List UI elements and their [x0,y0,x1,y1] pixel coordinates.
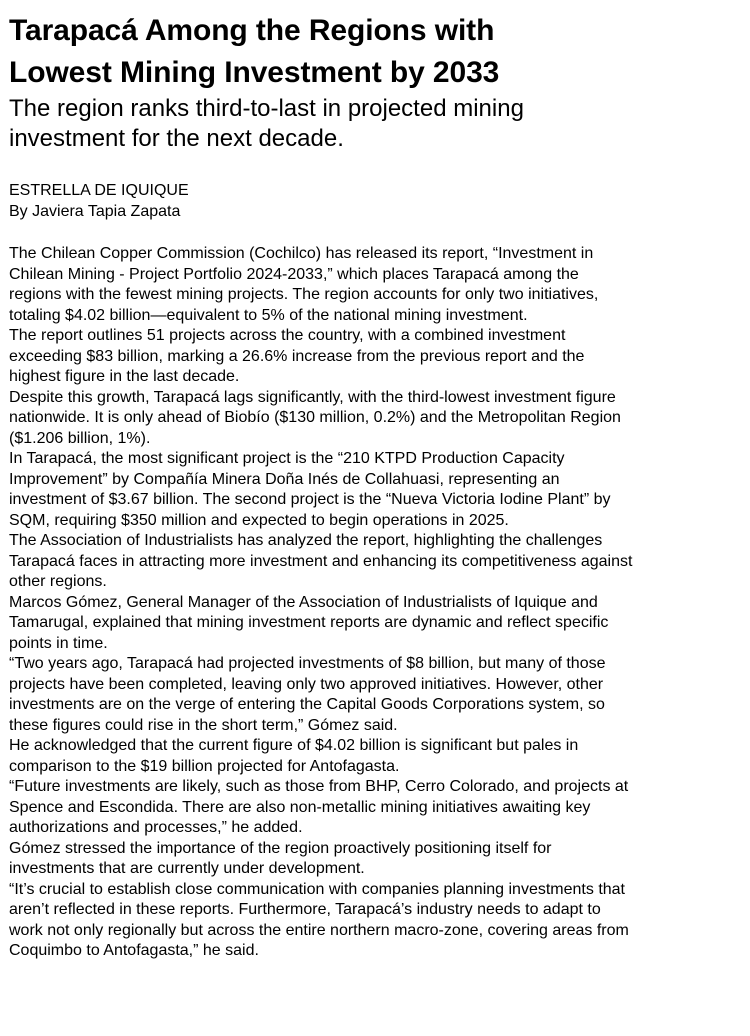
paragraph-line: Chilean Mining - Project Portfolio 2024-2033,” which places Tarapacá among the [9,265,579,283]
paragraph-line: The Chilean Copper Commission (Cochilco) has released its report, “Investment in [9,245,594,262]
paragraph-line: investments are on the verge of entering the Capital Goods Corporations system, so [9,696,605,713]
paragraph-line: authorizations and processes,” he added. [9,819,303,836]
article-paragraph [9,736,744,777]
paragraph-line: He acknowledged that the current figure of $4.02 billion is significant but pales in [9,737,579,754]
author-byline: By Javiera Tapia Zapata [9,203,181,220]
headline [9,10,744,94]
paragraph-line: exceeding $83 billion, marking a 26.6% increase from the previous report and the [9,347,585,365]
paragraph-line: work not only regionally but across the entire northern macro-zone, covering areas from [9,921,629,939]
article-paragraph [9,388,744,450]
source-publication: ESTRELLA DE IQUIQUE [9,182,189,199]
article-paragraph [9,654,744,736]
article-paragraph [9,531,744,593]
paragraph-line: The Association of Industrialists has analyzed the report, highlighting the challenges [9,532,603,549]
paragraph-line: projects have been completed, leaving only two approved initiatives. However, other [9,675,604,693]
article-paragraph [9,326,744,388]
paragraph-line: SQM, requiring $350 million and expected to begin operations in 2025. [9,511,509,529]
paragraph-line: Coquimbo to Antofagasta,” he said. [9,942,259,959]
paragraph-line: nationwide. It is only ahead of Biobío ($130 million, 0.2%) and the Metropolitan Region [9,409,621,426]
article-paragraph [9,839,744,880]
article-paragraph [9,777,744,839]
paragraph-line: comparison to the $19 billion projected for Antofagasta. [9,757,400,775]
subheadline [9,94,744,154]
paragraph-line: Marcos Gómez, General Manager of the Association of Industrialists of Iquique and [9,593,598,611]
article-paragraph [9,593,744,655]
paragraph-line: Despite this growth, Tarapacá lags significantly, with the third-lowest investment figure [9,388,616,406]
article-paragraph [9,244,744,326]
paragraph-line: Gómez stressed the importance of the region proactively positioning itself for [9,839,552,857]
paragraph-line: Tamarugal, explained that mining investment reports are dynamic and reflect specific [9,614,609,631]
subheadline-line: investment for the next decade. [9,125,344,152]
paragraph-line: ($1.206 billion, 1%). [9,429,151,447]
paragraph-line: In Tarapacá, the most significant project is the “210 KTPD Production Capacity [9,450,565,467]
headline-line: Lowest Mining Investment by 2033 [9,56,500,89]
paragraph-line: totaling $4.02 billion—equivalent to 5% of the national mining investment. [9,306,528,324]
article-body [9,244,744,962]
article-paragraph [9,449,744,531]
paragraph-line: Improvement” by Compañía Minera Doña Inés de Collahuasi, representing an [9,470,560,488]
paragraph-line: highest figure in the last decade. [9,368,240,385]
paragraph-line: The report outlines 51 projects across the country, with a combined investment [9,327,566,344]
paragraph-line: regions with the fewest mining projects. The region accounts for only two initiatives, [9,286,599,303]
paragraph-line: Spence and Escondida. There are also non-metallic mining initiatives awaiting key [9,798,591,816]
article-paragraph [9,880,744,962]
paragraph-line: “It’s crucial to establish close communication with companies planning investments that [9,880,625,898]
paragraph-line: investment of $3.67 billion. The second project is the “Nueva Victoria Iodine Plant” by [9,491,611,508]
headline-line: Tarapacá Among the Regions with [9,14,495,47]
paragraph-line: “Two years ago, Tarapacá had projected investments of $8 billion, but many of those [9,655,606,672]
subheadline-line: The region ranks third-to-last in projected mining [9,95,524,122]
paragraph-line: points in time. [9,634,108,652]
paragraph-line: investments that are currently under development. [9,860,365,877]
paragraph-line: “Future investments are likely, such as those from BHP, Cerro Colorado, and projects at [9,778,629,795]
paragraph-line: Tarapacá faces in attracting more investment and enhancing its competitiveness against [9,552,633,570]
paragraph-line: aren’t reflected in these reports. Furthermore, Tarapacá’s industry needs to adapt to [9,901,601,918]
paragraph-line: these figures could rise in the short term,” Gómez said. [9,716,398,734]
paragraph-line: other regions. [9,573,107,590]
